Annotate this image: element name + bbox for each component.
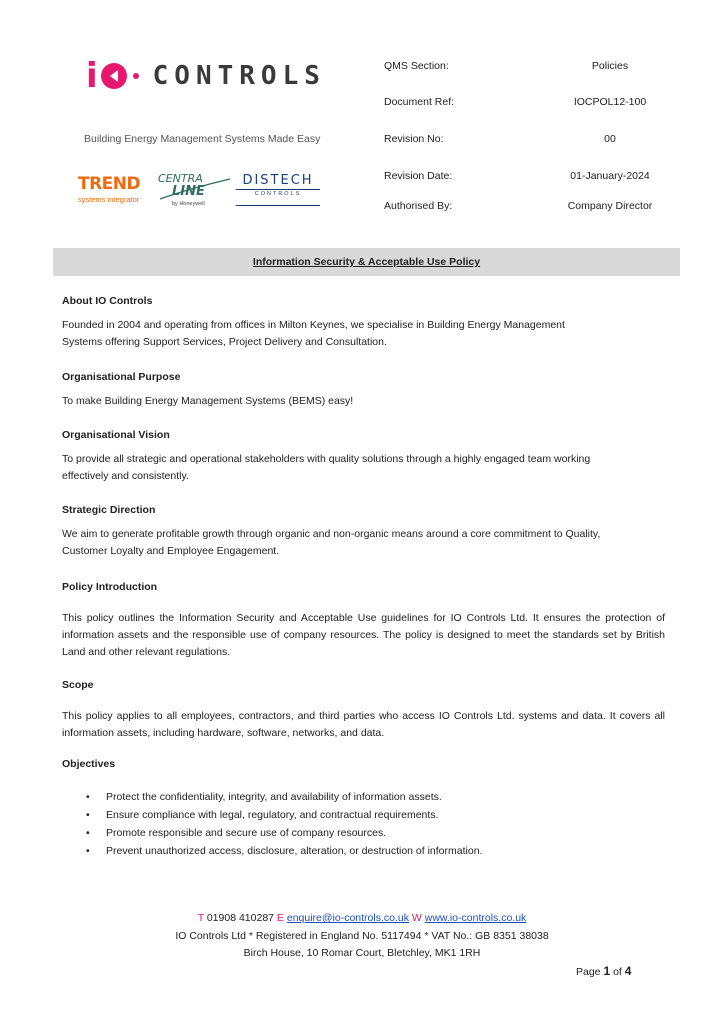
footer-contact-line <box>0 912 724 924</box>
centraline-logo-bottom: LINE <box>172 184 205 199</box>
distech-logo-rule <box>236 205 320 206</box>
tagline: Building Energy Management Systems Made Easy <box>84 133 321 145</box>
scope-text: This policy applies to all employees, contractors, and third parties who access IO Controls Ltd. systems and data. It covers all information assets, including hardware, software, networks, and data. <box>62 710 665 739</box>
distech-logo-sub: CONTROLS <box>236 189 320 197</box>
footer-email-link[interactable]: enquire@io-controls.co.uk <box>286 912 409 924</box>
document-ref-label: Document Ref: <box>384 96 455 108</box>
authorised-by-value: Company Director <box>567 200 653 212</box>
trend-logo-name: TREND <box>78 174 141 194</box>
logo-wordmark: CONTROLS <box>152 61 326 91</box>
trend-logo <box>78 176 154 205</box>
list-item: • Promote responsible and secure use of company resources. <box>86 824 482 842</box>
revision-date-value: 01-January-2024 <box>570 170 650 182</box>
document-title: Information Security & Acceptable Use Policy <box>252 256 481 268</box>
centraline-logo-sub: by Honeywell <box>172 201 205 207</box>
company-logo <box>86 56 326 96</box>
strategic-line-1: We aim to generate profitable growth through organic and non-organic means around a core commitment to Quality, <box>62 528 601 540</box>
revision-date-label: Revision Date: <box>384 170 453 182</box>
footer-registration: IO Controls Ltd * Registered in England No. 5117494 * VAT No.: GB 8351 38038 <box>175 930 549 942</box>
logo-i-glyph: i <box>86 56 98 96</box>
list-item: • Protect the confidentiality, integrity, and availability of information assets. <box>86 788 482 806</box>
scope-heading: Scope <box>62 679 94 691</box>
centraline-swoosh-icon <box>158 172 232 205</box>
footer-address: Birch House, 10 Romar Court, Bletchley, MK1 1RH <box>243 947 481 959</box>
authorised-by-label: Authorised By: <box>384 200 453 212</box>
strategic-line-2: Customer Loyalty and Employee Engagement. <box>62 545 280 557</box>
intro-text: This policy outlines the Information Security and Acceptable Use guidelines for IO Controls Ltd. It ensures the protection of information assets and the responsible use of company resources. The policy is designed to meet the standards set by British Land and other relevant regulations. <box>62 612 665 658</box>
footer-website-link[interactable]: www.io-controls.co.uk <box>424 912 527 924</box>
intro-heading: Policy Introduction <box>62 581 158 593</box>
distech-logo <box>236 174 320 216</box>
footer-t-letter: T <box>197 912 204 924</box>
vision-heading: Organisational Vision <box>62 429 170 441</box>
page-total: 4 <box>624 964 632 978</box>
vision-line-2: effectively and consistently. <box>62 470 189 482</box>
about-line-1: Founded in 2004 and operating from offices in Milton Keynes, we specialise in Building Energy Management <box>62 319 565 331</box>
footer-phone: 01908 410287 <box>206 912 274 924</box>
trend-logo-sub: systems integrator <box>78 195 140 204</box>
strategic-heading: Strategic Direction <box>62 504 156 516</box>
list-item: • Prevent unauthorized access, disclosure, alteration, or destruction of information. <box>86 842 482 860</box>
page-current: 1 <box>603 964 611 978</box>
vision-line-1: To provide all strategic and operational stakeholders with quality solutions through a highly engaged team working <box>62 453 591 465</box>
footer-w-letter: W <box>411 912 422 924</box>
list-item: • Ensure compliance with legal, regulatory, and contractual requirements. <box>86 806 482 824</box>
about-line-2: Systems offering Support Services, Project Delivery and Consultation. <box>62 336 387 348</box>
qms-section-value: Policies <box>591 60 629 72</box>
purpose-text: To make Building Energy Management Systems (BEMS) easy! <box>62 395 354 407</box>
objectives-heading: Objectives <box>62 758 116 770</box>
page-prefix: Page <box>576 966 601 978</box>
page-of: of <box>613 966 622 978</box>
logo-play-icon <box>101 63 127 89</box>
objectives-list <box>86 788 482 860</box>
distech-logo-name: DISTECH <box>242 173 314 188</box>
centraline-logo <box>158 173 232 213</box>
centraline-logo-top: CENTRA <box>158 172 203 185</box>
purpose-heading: Organisational Purpose <box>62 371 181 383</box>
page-number <box>576 964 631 978</box>
qms-section-label: QMS Section: <box>384 60 449 72</box>
logo-dot-icon <box>133 73 139 79</box>
revision-no-label: Revision No: <box>384 133 444 145</box>
about-heading: About IO Controls <box>62 295 153 307</box>
revision-no-value: 00 <box>604 133 616 145</box>
document-ref-value: IOCPOL12-100 <box>573 96 647 108</box>
footer-e-letter: E <box>276 912 284 924</box>
